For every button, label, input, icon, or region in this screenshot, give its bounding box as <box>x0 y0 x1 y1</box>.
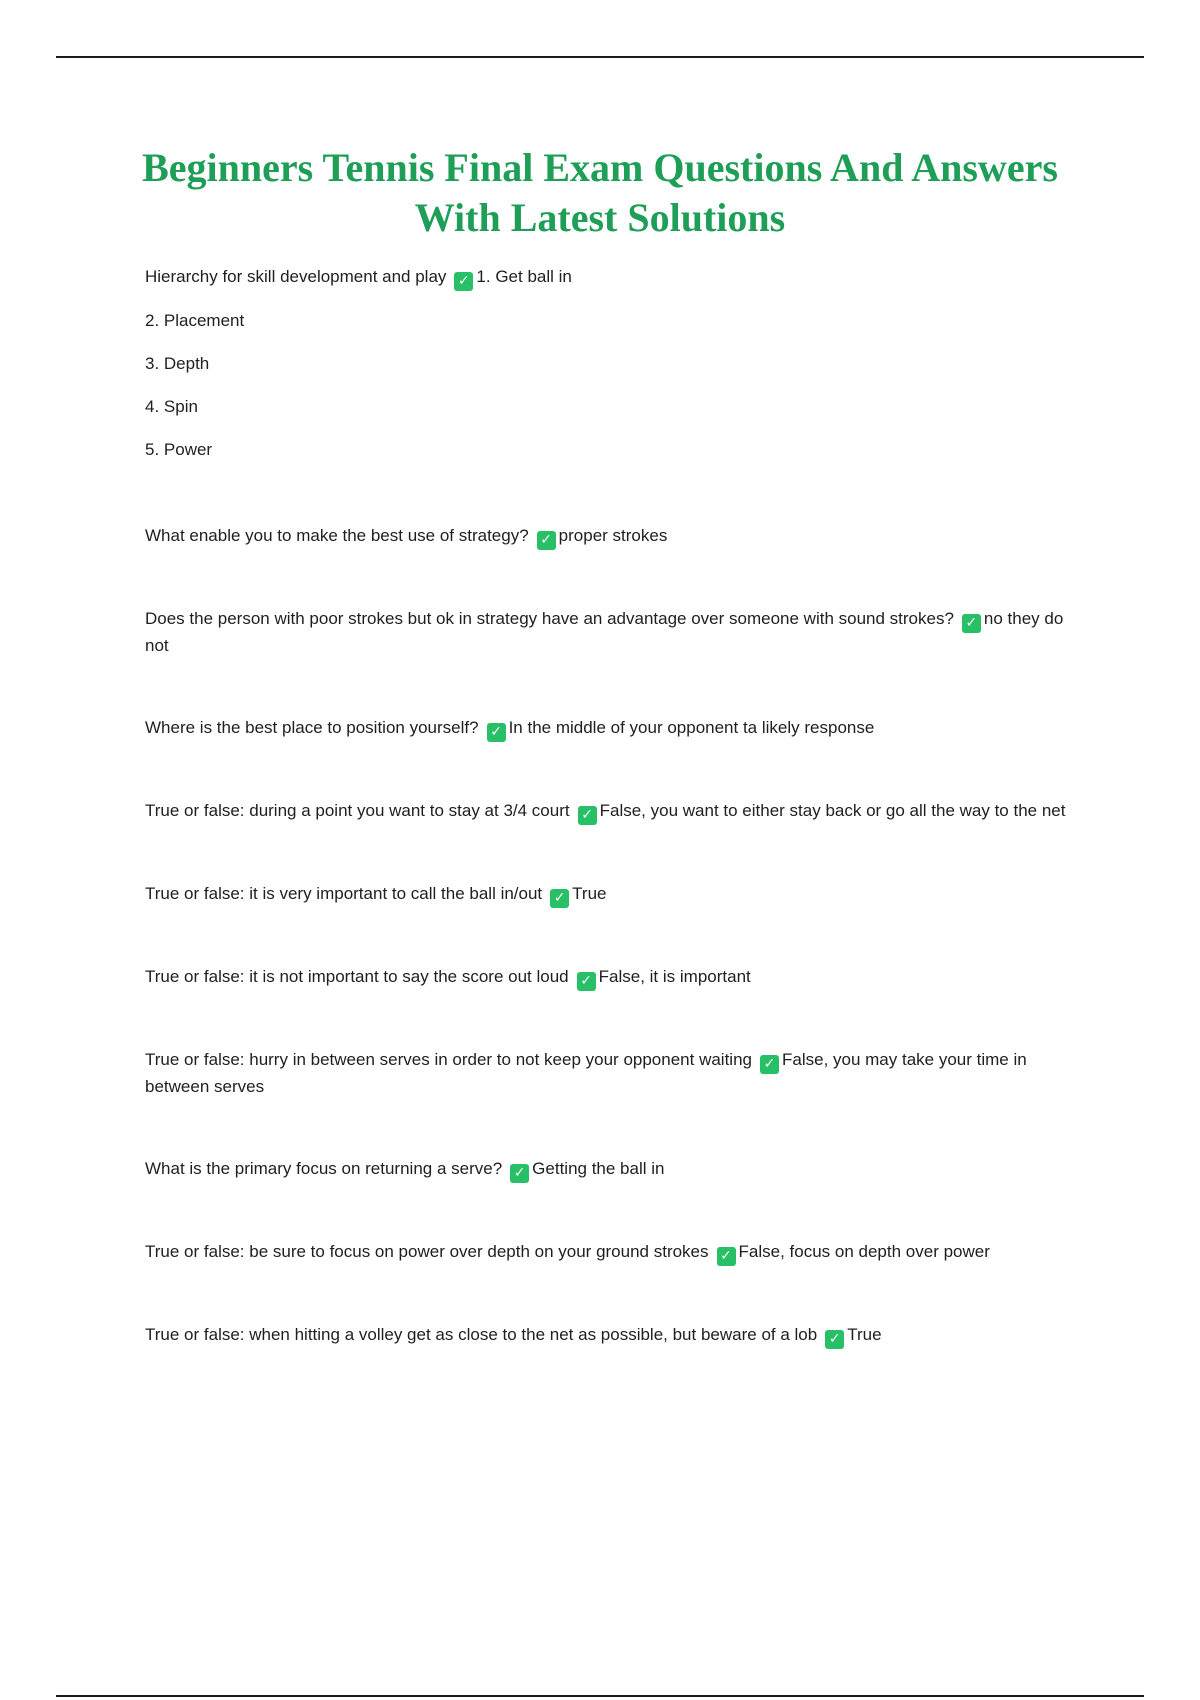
answer-text: 1. Get ball in <box>476 267 572 286</box>
answer-text: False, you may take your time in between serves <box>145 1050 1027 1096</box>
qa-item <box>145 1156 1090 1183</box>
question-text: What enable you to make the best use of strategy? <box>145 526 529 545</box>
answer-text: True <box>847 1325 882 1344</box>
page-title <box>100 143 1100 243</box>
qa-item <box>145 1322 1090 1349</box>
answer-text: False, focus on depth over power <box>738 1242 990 1261</box>
question-text: True or false: during a point you want to stay at 3/4 court <box>145 801 570 820</box>
answer-text: proper strokes <box>558 526 668 545</box>
title-line-1: Beginners Tennis Final Exam Questions And Answers <box>142 145 1058 190</box>
answer-text: no they do not <box>145 609 1064 655</box>
checkmark-icon: ✓ <box>510 1164 529 1183</box>
checkmark-icon: ✓ <box>578 806 597 825</box>
bottom-rule <box>56 1695 1144 1697</box>
qa-item <box>145 964 1090 991</box>
question-text: True or false: be sure to focus on power over depth on your ground strokes <box>145 1242 709 1261</box>
list-item: 5. Power <box>145 440 213 459</box>
answer-text: False, you want to either stay back or go all the way to the net <box>599 801 1066 820</box>
checkmark-icon: ✓ <box>577 972 596 991</box>
answer-text: False, it is important <box>598 967 751 986</box>
question-text: True or false: hurry in between serves in order to not keep your opponent waiting <box>145 1050 752 1069</box>
checkmark-icon: ✓ <box>962 614 981 633</box>
qa-item <box>145 606 1090 659</box>
qa-item <box>145 798 1090 825</box>
checkmark-icon: ✓ <box>760 1055 779 1074</box>
checkmark-icon: ✓ <box>550 889 569 908</box>
qa-item <box>145 715 1090 742</box>
list-item: 2. Placement <box>145 311 245 330</box>
top-rule <box>56 56 1144 58</box>
qa-item <box>145 1047 1090 1100</box>
qa-item <box>145 523 1090 550</box>
question-text: What is the primary focus on returning a serve? <box>145 1159 503 1178</box>
checkmark-icon: ✓ <box>537 531 556 550</box>
qa-item-hierarchy <box>145 264 1090 523</box>
question-text: Hierarchy for skill development and play <box>145 267 447 286</box>
answer-text: True <box>572 884 607 903</box>
list-item: 3. Depth <box>145 354 210 373</box>
checkmark-icon: ✓ <box>454 272 473 291</box>
checkmark-icon: ✓ <box>825 1330 844 1349</box>
answer-text: In the middle of your opponent ta likely response <box>508 718 875 737</box>
title-line-2: With Latest Solutions <box>414 195 786 240</box>
qa-content <box>145 264 1090 1405</box>
checkmark-icon: ✓ <box>717 1247 736 1266</box>
list-item: 4. Spin <box>145 397 198 416</box>
question-text: Where is the best place to position yourself? <box>145 718 479 737</box>
question-text: True or false: when hitting a volley get as close to the net as possible, but beware of a lob <box>145 1325 818 1344</box>
qa-item <box>145 881 1090 908</box>
answer-text: Getting the ball in <box>532 1159 665 1178</box>
question-text: True or false: it is not important to say the score out loud <box>145 967 569 986</box>
qa-item <box>145 1239 1090 1266</box>
question-text: True or false: it is very important to call the ball in/out <box>145 884 543 903</box>
question-text: Does the person with poor strokes but ok in strategy have an advantage over someone with sound strokes? <box>145 609 954 628</box>
checkmark-icon: ✓ <box>487 723 506 742</box>
